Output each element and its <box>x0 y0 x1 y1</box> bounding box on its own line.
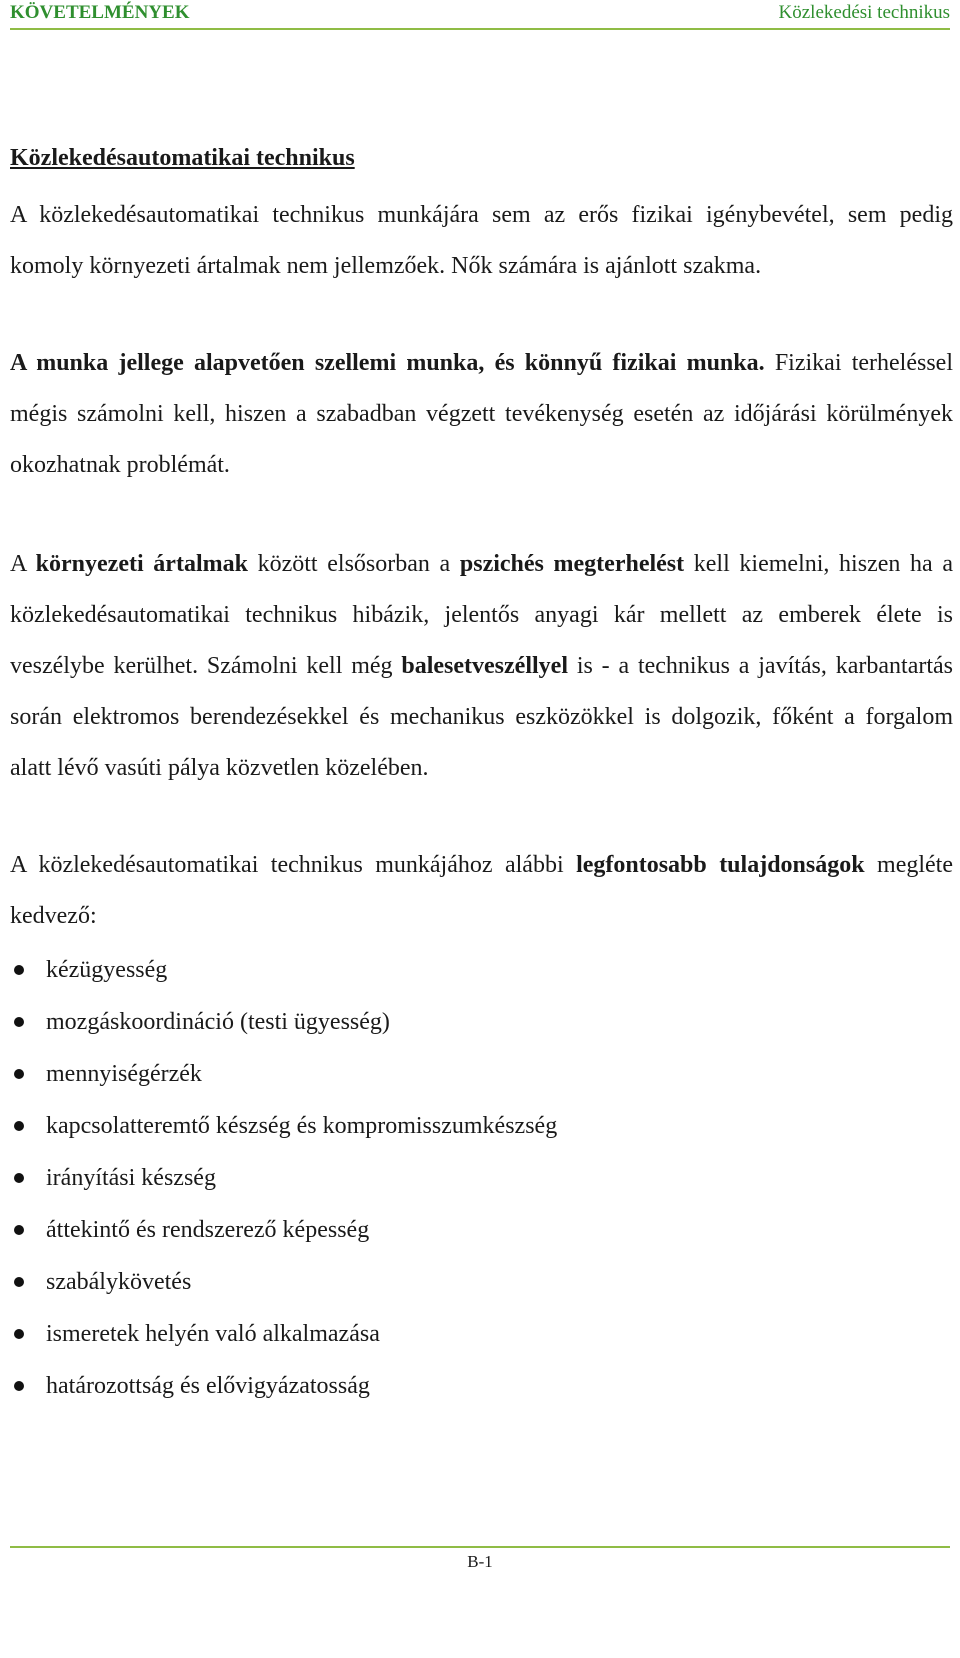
list-item-text: áttekintő és rendszerező képesség <box>46 1217 370 1243</box>
list-item-text: kézügyesség <box>46 957 168 983</box>
bullet-icon <box>14 1381 24 1391</box>
list-item <box>10 944 953 996</box>
list-item <box>10 1308 953 1360</box>
list-item-text: kapcsolatteremtő készség és kompromisszumkészség <box>46 1113 558 1139</box>
list-item <box>10 996 953 1048</box>
bullet-icon <box>14 1017 24 1027</box>
work-nature-text: Fizikai terheléssel mégis számolni kell, hiszen a szabadban végzett tevékenység esetén az időjárási körülmények okozhatnak problémát. <box>10 350 953 478</box>
hazards-text-3: kell kiemelni, hiszen ha a közlekedésautomatikai technikus hibázik, jelentős anyagi kár mellett az emberek élete is veszélybe kerülhet. Számolni kell még <box>10 551 953 679</box>
list-item <box>10 1048 953 1100</box>
hazards-text-1: A <box>10 551 36 577</box>
paragraph-hazards <box>10 539 953 794</box>
hazards-emphasis-3: balesetveszéllyel <box>401 653 568 679</box>
list-item <box>10 1360 953 1412</box>
list-item <box>10 1256 953 1308</box>
list-item-text: határozottság és elővigyázatosság <box>46 1373 370 1399</box>
page-number: B-1 <box>467 1552 493 1571</box>
list-item-text: szabálykövetés <box>46 1269 192 1295</box>
properties-intro-text-1: A közlekedésautomatikai technikus munkájához alábbi <box>10 852 577 878</box>
bullet-icon <box>14 1173 24 1183</box>
properties-list <box>10 944 953 1412</box>
list-item-text: mennyiségérzék <box>46 1061 202 1087</box>
list-item <box>10 1204 953 1256</box>
hazards-text-2: között elsősorban a <box>247 551 460 577</box>
bullet-icon <box>14 1069 24 1079</box>
bullet-icon <box>14 1225 24 1235</box>
bullet-icon <box>14 1329 24 1339</box>
paragraph-properties-intro <box>10 840 953 942</box>
header-document-title: Közlekedési technikus <box>778 2 950 23</box>
list-item <box>10 1152 953 1204</box>
list-item-text: irányítási készség <box>46 1165 216 1191</box>
header-section-title: KÖVETELMÉNYEK <box>10 2 190 23</box>
bullet-icon <box>14 1277 24 1287</box>
work-nature-emphasis: A munka jellege alapvetően szellemi munka, és könnyű fizikai munka. <box>10 350 765 376</box>
list-item <box>10 1100 953 1152</box>
list-item-text: ismeretek helyén való alkalmazása <box>46 1321 380 1347</box>
paragraph-intro: A közlekedésautomatikai technikus munkájára sem az erős fizikai igénybevétel, sem pedig komoly környezeti ártalmak nem jellemzőek. Nők számára is ajánlott szakma. <box>10 202 953 279</box>
hazards-emphasis-2: pszichés megterhelést <box>459 551 685 577</box>
list-item-text: mozgáskoordináció (testi ügyesség) <box>46 1009 390 1035</box>
hazards-text-4: is - a technikus a javítás, karbantartás során elektromos berendezésekkel és mechanikus eszközökkel is dolgozik, főként a forgalom alatt lévő vasúti pálya közvetlen közelében. <box>10 653 954 781</box>
bullet-icon <box>14 1121 24 1131</box>
page-content <box>10 138 953 1412</box>
page-header <box>10 0 950 30</box>
paragraph-work-nature <box>10 338 953 491</box>
properties-intro-text-2: megléte kedvező: <box>10 852 953 929</box>
page-footer <box>10 1546 950 1572</box>
properties-intro-emphasis: legfontosabb tulajdonságok <box>576 852 865 878</box>
section-title: Közlekedésautomatikai technikus <box>10 145 355 171</box>
hazards-emphasis-1: környezeti ártalmak <box>35 551 248 577</box>
bullet-icon <box>14 965 24 975</box>
